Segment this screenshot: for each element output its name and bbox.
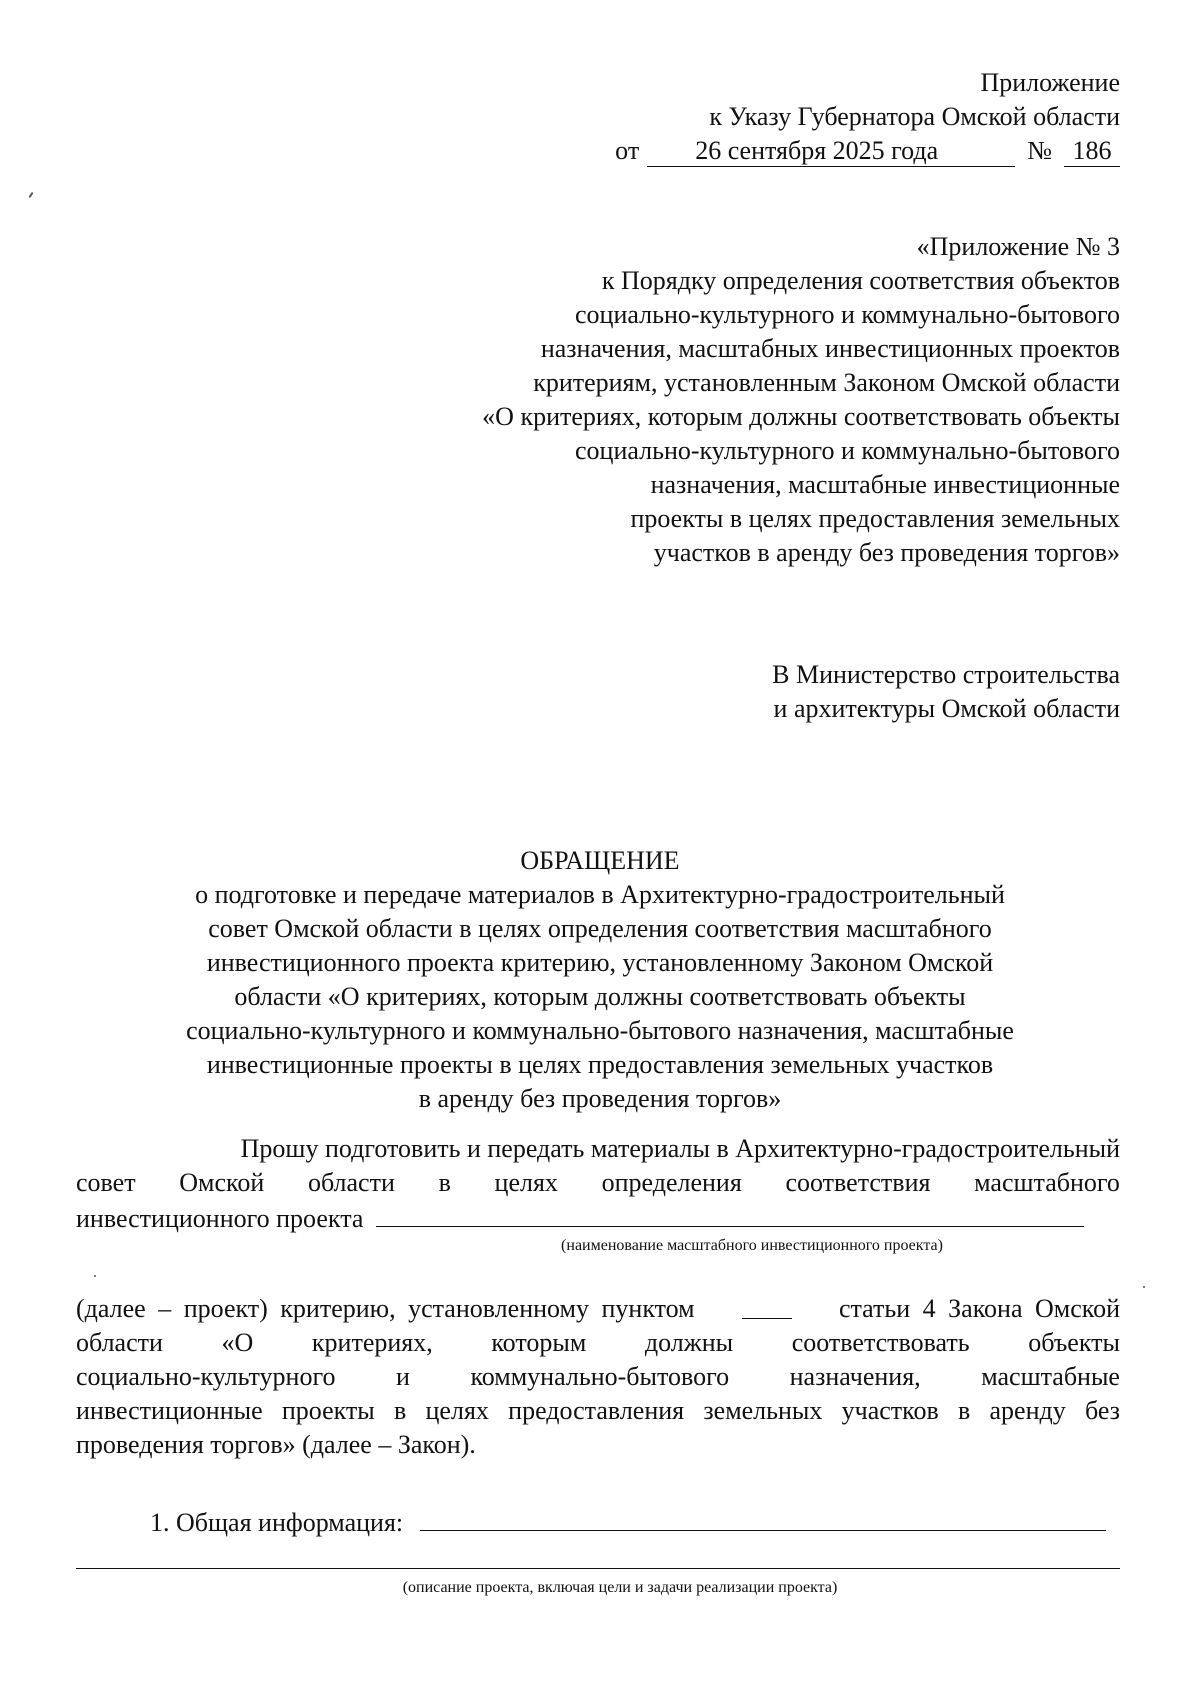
word: совет xyxy=(76,1168,136,1197)
word: социально-культурного xyxy=(76,1362,336,1391)
appeal-title-block xyxy=(80,844,1120,1116)
appeal-heading: ОБРАЩЕНИЕ xyxy=(520,846,680,875)
section1-line xyxy=(150,1504,1120,1540)
word: которым xyxy=(491,1328,587,1357)
appeal-subtitle-line: инвестиционные проекты в целях предоставления земельных участков xyxy=(206,1050,994,1079)
appendix-line: проекты в целях предоставления земельных xyxy=(630,504,1120,533)
appendix-line: социально-культурного и коммунально-бытового xyxy=(574,436,1120,465)
word: «О xyxy=(221,1328,254,1357)
request-text: Прошу подготовить и передать материалы в Архитектурно-градостроительный xyxy=(240,1134,1120,1163)
criteria-line-2 xyxy=(76,1326,1120,1360)
decree-number: 186 xyxy=(1064,136,1120,167)
request-line-2 xyxy=(76,1166,1120,1200)
appendix-line: социально-культурного и коммунально-бытового xyxy=(574,300,1120,329)
appendix-line: критериям, установленным Законом Омской области xyxy=(533,368,1120,397)
scan-mark xyxy=(94,1275,96,1277)
word: Омской xyxy=(179,1168,265,1197)
request-text: инвестиционного проекта xyxy=(76,1204,364,1233)
word: коммунально-бытового xyxy=(470,1362,730,1391)
scan-mark xyxy=(28,192,33,198)
appendix-line: к Порядку определения соответствия объектов xyxy=(601,266,1120,295)
request-line-3 xyxy=(76,1200,1120,1236)
addressee-block xyxy=(772,658,1120,726)
word: определения xyxy=(601,1168,742,1197)
appeal-subtitle-line: о подготовке и передаче материалов в Архитектурно-градостроительный xyxy=(195,880,1005,909)
decree-header xyxy=(615,66,1120,168)
general-info-caption: (описание проекта, включая цели и задачи реализации проекта) xyxy=(402,1579,838,1596)
decree-header-line2: к Указу Губернатора Омской области xyxy=(709,102,1120,131)
word: объекты xyxy=(1028,1328,1120,1357)
section1-label: 1. Общая информация: xyxy=(150,1508,404,1537)
clause-number-field[interactable] xyxy=(742,1292,792,1319)
request-line-1 xyxy=(76,1132,1120,1166)
word: в xyxy=(438,1168,451,1197)
word: целях xyxy=(494,1168,558,1197)
appeal-subtitle-line: социально-культурного и коммунально-бытового назначения, масштабные xyxy=(186,1016,1014,1045)
word: должны xyxy=(644,1328,734,1357)
word: области xyxy=(76,1328,163,1357)
date-prefix: от xyxy=(615,136,640,165)
criteria-text: (далее – проект) критерию, установленному пунктом xyxy=(76,1294,695,1323)
appeal-subtitle-line: в аренду без проведения торгов» xyxy=(418,1084,782,1113)
appendix-line: «Приложение № 3 xyxy=(916,232,1120,261)
word: соответствия xyxy=(785,1168,931,1197)
number-sign: № xyxy=(1027,136,1052,165)
criteria-line-4: инвестиционные проекты в целях предоставления земельных участков в аренду без xyxy=(76,1396,1120,1425)
decree-header-line1: Приложение xyxy=(980,68,1120,97)
criteria-line-3 xyxy=(76,1360,1120,1394)
general-info-field-line-2[interactable] xyxy=(76,1548,1120,1569)
scan-mark xyxy=(1143,1286,1145,1288)
project-name-field[interactable] xyxy=(376,1200,1084,1227)
criteria-line-5: проведения торгов» (далее – Закон). xyxy=(76,1430,476,1459)
appendix-header xyxy=(482,230,1120,570)
addressee-line: В Министерство строительства xyxy=(772,660,1120,689)
appeal-subtitle-line: совет Омской области в целях определения соответствия масштабного xyxy=(208,914,992,943)
word: масштабные xyxy=(981,1362,1120,1391)
decree-date: 26 сентября 2025 года xyxy=(647,136,1015,167)
word: назначения, xyxy=(789,1362,921,1391)
appendix-line: участков в аренду без проведения торгов» xyxy=(653,538,1120,567)
word: области xyxy=(307,1168,395,1197)
appendix-line: назначения, масштабные инвестиционные xyxy=(650,470,1120,499)
appendix-line: назначения, масштабных инвестиционных проектов xyxy=(540,334,1120,363)
appeal-subtitle-line: области «О критериях, которым должны соответствовать объекты xyxy=(234,982,966,1011)
decree-date-row xyxy=(615,134,1120,168)
criteria-line-1 xyxy=(76,1292,1120,1326)
addressee-line: и архитектуры Омской области xyxy=(773,694,1120,723)
word: и xyxy=(396,1362,410,1391)
criteria-text: статьи 4 Закона Омской xyxy=(838,1294,1120,1323)
appeal-subtitle-line: инвестиционного проекта критерию, установленному Законом Омской xyxy=(206,948,994,977)
word: соответствовать xyxy=(791,1328,970,1357)
word: критериях, xyxy=(311,1328,433,1357)
appendix-line: «О критериях, которым должны соответствовать объекты xyxy=(482,402,1120,431)
general-info-field[interactable] xyxy=(420,1504,1106,1531)
word: масштабного xyxy=(974,1168,1120,1197)
project-name-caption: (наименование масштабного инвестиционного проекта) xyxy=(561,1237,943,1254)
